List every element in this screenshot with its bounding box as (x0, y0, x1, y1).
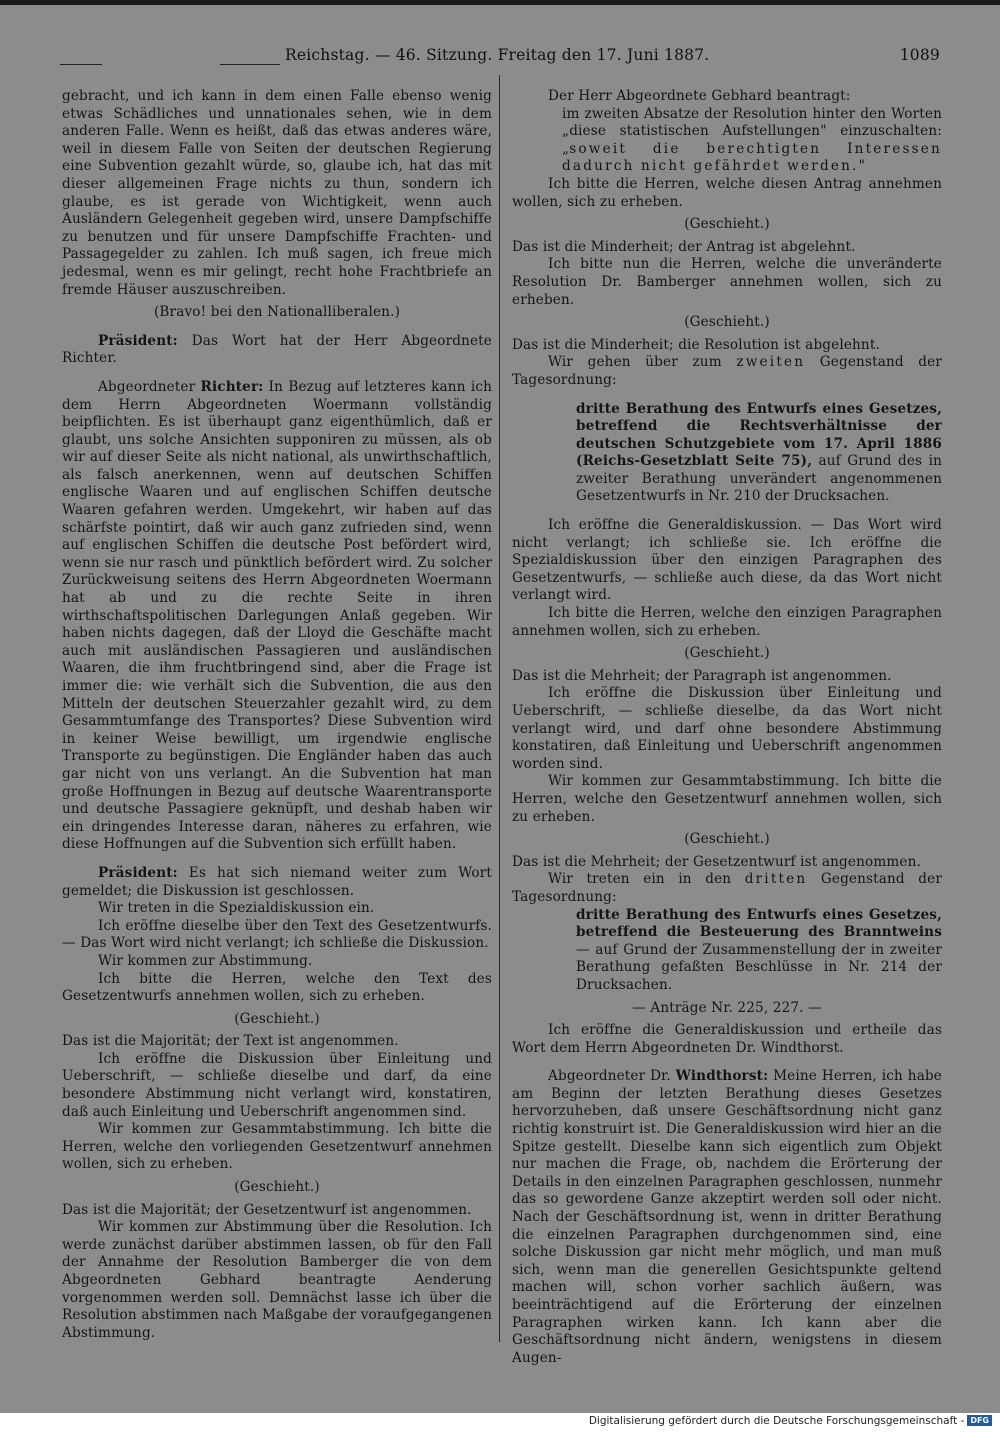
procedure-note: (Geschieht.) (684, 314, 770, 331)
paragraph: Ich eröffne die Generaldiskussion. — Das Wort wird nicht verlangt; ich schließe sie. Ich eröffne die Spezialdiskussion über den einzigen Paragraphen des Gesetzentwurfs, — schließe auch diese, da das Wort nicht verlangt wird. (512, 517, 942, 604)
agenda-item-title: dritte Berathung des Entwurfs eines Gesetzes, betreffend die Rechtsverhältnisse der deutschen Schutzgebiete vom 17. April 1886 (Reichs-Gesetzblatt Seite 75), (576, 400, 942, 470)
header-rule (220, 64, 280, 65)
paragraph: Das ist die Majorität; der Text ist angenommen. (62, 1033, 399, 1050)
speaker-prefix: Abgeordneter (98, 378, 201, 395)
paragraph-text: " (858, 158, 865, 175)
agenda-intro (512, 354, 942, 389)
paragraph-text: Wir treten ein in den (548, 871, 745, 888)
paragraph: Das ist die Mehrheit; der Gesetzentwurf ist angenommen. (512, 853, 921, 870)
page-number: 1089 (899, 46, 940, 64)
procedure-note: (Geschieht.) (684, 216, 770, 233)
top-border (0, 0, 1000, 5)
agenda-item (512, 401, 942, 507)
paragraph: Wir treten in die Spezialdiskussion ein. (98, 900, 375, 917)
speaker-name: Richter: (200, 378, 264, 395)
paragraph-text: Meine Herren, ich habe am Beginn der letzten Berathung dieses Gesetzes hervorzuheben, daß unsere Geschäftsordnung nicht ganz richtig konstruirt ist. Die Generaldiskussion wird hier an die Spitze gestellt. Dieselbe kann sich eigentlich zum Objekt nur machen die Frage, ob, nachdem die Erörterung der Details in den einzelnen Paragraphen geschlossen, nunmehr das so gewordene Ganze akzeptirt werden soll oder nicht. Nach der Geschäftsordnung ist, wenn in dritter Berathung die einzelnen Paragraphen durchgenommen sind, eine solche Diskussion gar nicht mehr möglich, und man muß sich, wenn man die generellen Gesichtspunkte geltend machen will, schon vorher sachlich äußern, was beeinträchtigend auf die Erörterung der einzelnen Paragraphen wirken kann. Ich kann aber die Geschäftsordnung nicht ändern, wenigstens in diesem Augen- (512, 1068, 943, 1366)
motions-note: — Anträge Nr. 225, 227. — (632, 999, 822, 1016)
paragraph-text: auf Grund des in zweiter Berathung unverändert angenommenen Gesetzentwurfs in Nr. 210 der Drucksachen. (576, 453, 942, 505)
speaker-name: Präsident: (98, 864, 178, 881)
speech-paragraph (62, 379, 492, 854)
header-rule (60, 64, 102, 65)
paragraph-text: Wir gehen über zum (548, 354, 737, 371)
paragraph-text: im zweiten Absatze der Resolution hinter den Worten „diese statistischen Aufstellungen" einzuschalten: „ (562, 105, 942, 157)
procedure-note: (Geschieht.) (234, 1179, 320, 1196)
footer-text: Digitalisierung gefördert durch die Deutsche Forschungsgemeinschaft - (588, 1415, 965, 1427)
paragraph: Ich bitte nun die Herren, welche die unveränderte Resolution Dr. Bamberger annehmen wollen, sich zu erheben. (512, 256, 942, 308)
paragraph: Ich eröffne die Diskussion über Einleitung und Ueberschrift, — schließe dieselbe, da das Wort nicht verlangt wird, und darf ohne besondere Abstimmung konstatiren, daß Einleitung und Ueberschrift angenommen worden sind. (512, 685, 942, 772)
agenda-item (512, 907, 942, 995)
running-header (60, 42, 940, 70)
paragraph: Ich bitte die Herren, welche den Text des Gesetzentwurfs annehmen wollen, sich zu erheben. (62, 970, 492, 1005)
paragraph-text: Gegenstand der Tagesordnung: (512, 871, 942, 905)
paragraph: Das ist die Minderheit; die Resolution ist abgelehnt. (512, 336, 880, 353)
paragraph: Wir kommen zur Abstimmung über die Resolution. Ich werde zunächst darüber abstimmen lassen, ob für den Fall der Annahme der Resolution Bamberger die von dem Abgeordneten Gebhard beantragte Aenderung vorgenommen werden soll. Demnächst lasse ich über die Resolution abstimmen nach Maßgabe der voraufgegangenen Abstimmung. (62, 1219, 492, 1341)
agenda-item-title: dritte Berathung des Entwurfs eines Gesetzes, betreffend die Besteuerung des Branntweins (576, 906, 942, 941)
spaced-text: dritten (744, 871, 808, 888)
paragraph-text: Das Wort hat der Herr Abgeordnete Richter. (62, 332, 492, 367)
speaker-name: Präsident: (98, 332, 178, 349)
speaker-name: Windthorst: (675, 1068, 769, 1085)
paragraph: Ich eröffne die Generaldiskussion und ertheile das Wort dem Herrn Abgeordneten Dr. Windthorst. (512, 1022, 942, 1056)
applause-note: (Bravo! bei den Nationalliberalen.) (153, 304, 401, 321)
paragraph-text: — auf Grund der Zusammenstellung der in zweiter Berathung gefaßten Beschlüsse in Nr. 214 der Drucksachen. (576, 941, 942, 993)
paragraph: Das ist die Minderheit; der Antrag ist abgelehnt. (512, 238, 856, 255)
paragraph: Wir kommen zur Gesammtabstimmung. Ich bitte die Herren, welche den vorliegenden Gesetzentwurf annehmen wollen, sich zu erheben. (62, 1121, 492, 1173)
header-title: Reichstag. — 46. Sitzung. Freitag den 17. Juni 1887. (285, 46, 710, 64)
procedure-note: (Geschieht.) (234, 1010, 320, 1027)
paragraph-text: Es hat sich niemand weiter zum Wort gemeldet; die Diskussion ist geschlossen. (62, 864, 492, 899)
speaker-prefix: Abgeordneter Dr. (548, 1068, 676, 1085)
paragraph-text: In Bezug auf letzteres kann ich dem Herrn Abgeordneten Woermann vollständig beipflichten. Es ist überhaupt ganz eigenthümlich, daß er glaubt, uns solche Ansichten supponiren zu müssen, als ob wir auf dieser Seite als nicht national, als unwirthschaftlich, als falsch anerkennen, wenn auf deutschen Schiffen englische Waaren und auf englischen Schiffen deutsche Waaren gefahren werden. Umgekehrt, wir haben auf das schärfste pointirt, daß wir auch ganz zufrieden sind, wenn auf englischen Schiffen die deutsche Post befördert wird, wenn sie nur rasch und pünktlich befördert wird. Zu solcher Zurückweisung seitens des Herrn Abgeordneten Woermann hat ab und zu die rechte Seite in ihren wirthschaftspolitischen Darlegungen Anlaß gegeben. Wir haben nichts dagegen, daß der Lloyd die Geschäfte macht auch mit ausländischen Passagieren und ausländischen Waaren, die ihm fruchtbringend sind, aber die Frage ist immer die: wie verhält sich die Subvention, die aus den Mitteln der deutschen Steuerzahler gezahlt wird, zu dem Gesammtumfange des Transportes? Diese Subvention wird in keiner Weise bewilligt, um irgendwie englische Transporte zu begünstigen. Die Engländer haben das auch gar nicht von uns verlangt. An die Subvention hat man große Hoffnungen in Bezug auf deutsche Waarentransporte und deutsche Passagiere geknüpft, und deshab haben wir ein dringendes Interesse daran, näheres zu erfahren, wie diese Hoffnungen auf die Subvention sich erfüllt haben. (62, 378, 492, 853)
spaced-text: zweiten (736, 354, 806, 371)
right-column (512, 88, 942, 1367)
paragraph: Das ist die Mehrheit; der Paragraph ist angenommen. (512, 667, 892, 684)
paragraph: Wir kommen zur Abstimmung. (98, 952, 313, 969)
speech-paragraph (62, 333, 492, 368)
speech-paragraph (62, 865, 492, 900)
motion-text (512, 106, 942, 176)
procedure-note: (Geschieht.) (684, 645, 770, 662)
left-column (62, 88, 492, 1342)
paragraph: Der Herr Abgeordnete Gebhard beantragt: (548, 88, 851, 104)
footer-credit (589, 1415, 992, 1431)
spaced-text: soweit die berechtigten Interessen dadurch nicht gefährdet werden. (562, 140, 942, 175)
paragraph-text: Gegenstand der Tagesordnung: (512, 354, 943, 388)
speech-paragraph (512, 1068, 942, 1367)
paragraph: Ich eröffne dieselbe über den Text des Gesetzentwurfs. — Das Wort wird nicht verlangt; ich schließe die Diskussion. (62, 917, 492, 952)
paragraph: Das ist die Majorität; der Gesetzentwurf ist angenommen. (62, 1201, 472, 1218)
paragraph: gebracht, und ich kann in dem einen Falle ebenso wenig etwas Schädliches und unnationales sehen, wie in dem anderen Falle. Wenn es heißt, daß das etwas anderes wäre, weil in diesem Falle von Seiten der deutschen Regierung eine Subvention gezahlt würde, so, glaube ich, hat das mit dieser allgemeinen Frage nichts zu thun, sondern ich glaube, es ist gerade von Wichtigkeit, wenn auch Ausländern Gelegenheit gegeben wird, unsere Dampfschiffe zu benutzen und für unsere Dampfschiffe Frachten- und Passagegelder zu zahlen. Ich muß sagen, ich freue mich jedesmal, wenn es mir gelingt, recht hohe Frachtbriefe an fremde Häuser auszuschreiben. (62, 88, 492, 298)
agenda-intro (512, 871, 942, 906)
procedure-note: (Geschieht.) (684, 831, 770, 848)
column-divider (499, 75, 500, 1342)
dfg-logo: DFG (967, 1415, 992, 1426)
paragraph: Ich bitte die Herren, welche diesen Antrag annehmen wollen, sich zu erheben. (512, 175, 942, 210)
paragraph: Wir kommen zur Gesammtabstimmung. Ich bitte die Herren, welche den Gesetzentwurf annehmen wollen, sich zu erheben. (512, 773, 942, 825)
paragraph: Ich eröffne die Diskussion über Einleitung und Ueberschrift, — schließe dieselbe und darf, da eine besondere Abstimmung nicht verlangt wird, konstatiren, daß auch Einleitung und Ueberschrift angenommen sind. (62, 1050, 492, 1120)
paragraph: Ich bitte die Herren, welche den einzigen Paragraphen annehmen wollen, sich zu erheben. (512, 605, 942, 639)
